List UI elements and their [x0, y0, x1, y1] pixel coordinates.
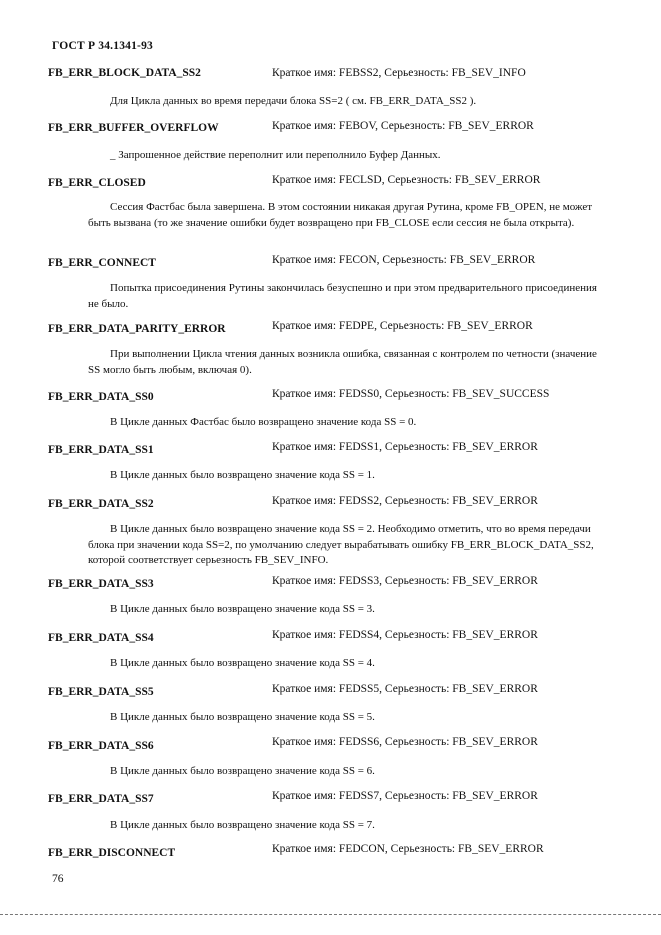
error-code: FB_ERR_DATA_SS2 — [48, 498, 154, 510]
error-meta: Краткое имя: FEDSS1, Серьезность: FB_SEV_ERROR — [272, 441, 538, 453]
error-description: В Цикле данных Фастбас было возвращено значение кода SS = 0. — [110, 416, 417, 428]
error-meta: Краткое имя: FEDSS3, Серьезность: FB_SEV_ERROR — [272, 575, 538, 587]
error-code: FB_ERR_CONNECT — [48, 257, 156, 269]
error-code: FB_ERR_DATA_SS4 — [48, 632, 154, 644]
error-description: Для Цикла данных во время передачи блока SS=2 ( см. FB_ERR_DATA_SS2 ). — [110, 95, 477, 107]
error-code: FB_ERR_DATA_SS1 — [48, 444, 154, 456]
error-description: В Цикле данных было возвращено значение кода SS = 3. — [110, 603, 375, 615]
error-description: В Цикле данных было возвращено значение кода SS = 5. — [110, 711, 375, 723]
error-description: В Цикле данных было возвращено значение кода SS = 7. — [110, 819, 375, 831]
error-code: FB_ERR_DISCONNECT — [48, 847, 176, 859]
error-meta: Краткое имя: FEDPE, Серьезность: FB_SEV_ERROR — [272, 320, 533, 332]
error-meta: Краткое имя: FEDSS7, Серьезность: FB_SEV_ERROR — [272, 790, 538, 802]
error-meta: Краткое имя: FEBOV, Серьезность: FB_SEV_ERROR — [272, 120, 534, 132]
error-description: В Цикле данных было возвращено значение кода SS = 4. — [110, 657, 375, 669]
error-description: В Цикле данных было возвращено значение кода SS = 1. — [110, 469, 375, 481]
error-meta: Краткое имя: FECLSD, Серьезность: FB_SEV_ERROR — [272, 174, 541, 186]
error-meta: Краткое имя: FEDSS5, Серьезность: FB_SEV_ERROR — [272, 683, 538, 695]
error-code: FB_ERR_CLOSED — [48, 177, 146, 189]
error-meta: Краткое имя: FEBSS2, Серьезность: FB_SEV_INFO — [272, 67, 526, 79]
error-code: FB_ERR_DATA_PARITY_ERROR — [48, 323, 226, 335]
error-meta: Краткое имя: FECON, Серьезность: FB_SEV_ERROR — [272, 254, 536, 266]
error-description: _ Запрошенное действие переполнит или переполнило Буфер Данных. — [110, 149, 441, 161]
error-meta: Краткое имя: FEDSS6, Серьезность: FB_SEV_ERROR — [272, 736, 538, 748]
error-description: В Цикле данных было возвращено значение кода SS = 2. Необходимо отметить, что во время передачи блока при значении кода SS=2, по умолчанию следует вырабатывать ошибку FB_ERR_BLOCK_DATA_SS2, которой соответствует серьезность FB_SEV_INFO. — [88, 523, 594, 566]
error-description: Попытка присоединения Рутины закончилась безуспешно и при этом предварительного присоединения не было. — [88, 282, 597, 310]
page-number: 76 — [52, 873, 64, 885]
error-description: В Цикле данных было возвращено значение кода SS = 6. — [110, 765, 375, 777]
error-code: FB_ERR_DATA_SS5 — [48, 686, 154, 698]
error-code: FB_ERR_DATA_SS7 — [48, 793, 154, 805]
error-meta: Краткое имя: FEDCON, Серьезность: FB_SEV_ERROR — [272, 843, 544, 855]
error-code: FB_ERR_BUFFER_OVERFLOW — [48, 122, 219, 134]
error-description: При выполнении Цикла чтения данных возникла ошибка, связанная с контролем по четности (значение SS могло быть любым, включая 0). — [88, 348, 597, 376]
error-code: FB_ERR_DATA_SS6 — [48, 740, 154, 752]
bottom-divider — [0, 914, 661, 915]
document-header: ГОСТ Р 34.1341-93 — [52, 40, 153, 52]
error-meta: Краткое имя: FEDSS0, Серьезность: FB_SEV_SUCCESS — [272, 388, 550, 400]
error-code: FB_ERR_BLOCK_DATA_SS2 — [48, 67, 201, 79]
error-description: Сессия Фастбас была завершена. В этом состоянии никакая другая Рутина, кроме FB_OPEN, не может быть вызвана (то же значение ошибки будет возвращено при FB_CLOSE если сессия не была открыта). — [88, 201, 593, 229]
error-meta: Краткое имя: FEDSS4, Серьезность: FB_SEV_ERROR — [272, 629, 538, 641]
error-meta: Краткое имя: FEDSS2, Серьезность: FB_SEV_ERROR — [272, 495, 538, 507]
error-code: FB_ERR_DATA_SS0 — [48, 391, 154, 403]
error-code: FB_ERR_DATA_SS3 — [48, 578, 154, 590]
